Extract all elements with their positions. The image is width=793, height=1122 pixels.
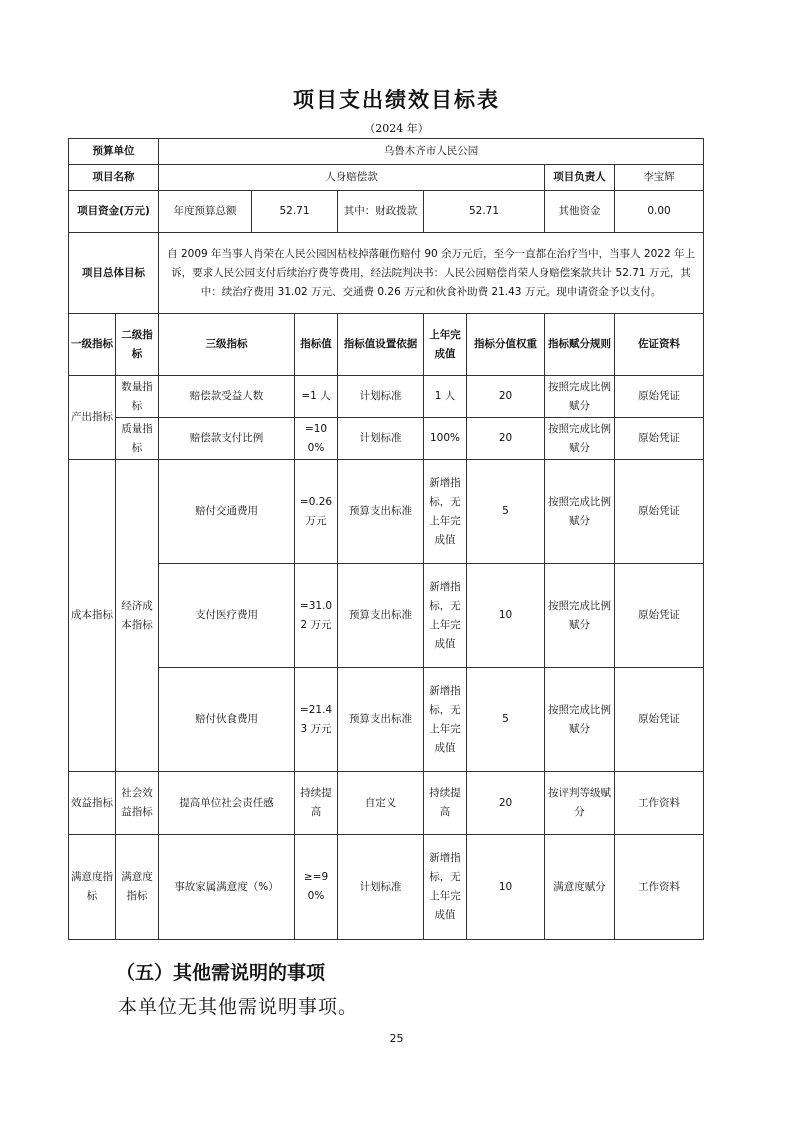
- page-number: 25: [389, 1032, 404, 1045]
- indicator-weight: 20: [467, 418, 545, 460]
- group-satisfaction-sub: 满意度指标: [116, 835, 159, 940]
- indicator-name: 赔付伙食费用: [159, 668, 295, 772]
- indicator-name: 支付医疗费用: [159, 564, 295, 668]
- group-benefit: 效益指标: [69, 772, 116, 835]
- indicator-rule: 按照完成比例赋分: [545, 564, 615, 668]
- page-title: 项目支出绩效目标表: [293, 87, 500, 112]
- indicator-basis: 计划标准: [338, 376, 424, 418]
- table-row: [69, 418, 704, 460]
- unit-value: 乌鲁木齐市人民公园: [159, 139, 704, 165]
- table-row: [69, 772, 704, 835]
- goal-label: 项目总体目标: [69, 233, 159, 314]
- unit-label: 预算单位: [69, 139, 159, 165]
- indicator-last-year: 持续提高: [424, 772, 467, 835]
- indicator-last-year: 新增指标，无上年完成值: [424, 564, 467, 668]
- group-satisfaction: 满意度指标: [69, 835, 116, 940]
- indicator-basis: 预算支出标准: [338, 460, 424, 564]
- indicator-last-year: 新增指标，无上年完成值: [424, 460, 467, 564]
- indicator-last-year: 新增指标，无上年完成值: [424, 668, 467, 772]
- project-label: 项目名称: [69, 165, 159, 191]
- project-row: [69, 165, 704, 191]
- header-level3: 三级指标: [159, 314, 295, 376]
- indicator-value: =1 人: [295, 376, 338, 418]
- indicator-value: 持续提高: [295, 772, 338, 835]
- fiscal-value: 52.71: [424, 191, 545, 233]
- header-last-year: 上年完成值: [424, 314, 467, 376]
- group-output: 产出指标: [69, 376, 116, 460]
- indicator-rule: 按照完成比例赋分: [545, 668, 615, 772]
- table-row: [69, 376, 704, 418]
- header-weight: 指标分值权重: [467, 314, 545, 376]
- indicator-basis: 预算支出标准: [338, 564, 424, 668]
- indicator-value: =21.43 万元: [295, 668, 338, 772]
- unit-row: [69, 139, 704, 165]
- indicator-weight: 5: [467, 460, 545, 564]
- header-level1: 一级指标: [69, 314, 116, 376]
- indicator-weight: 20: [467, 772, 545, 835]
- indicator-weight: 10: [467, 564, 545, 668]
- group-quality: 质量指标: [116, 418, 159, 460]
- project-value: 人身赔偿款: [159, 165, 545, 191]
- indicator-name: 提高单位社会责任感: [159, 772, 295, 835]
- indicator-evidence: 原始凭证: [615, 668, 704, 772]
- indicator-evidence: 原始凭证: [615, 460, 704, 564]
- indicator-last-year: 1 人: [424, 376, 467, 418]
- group-cost: 成本指标: [69, 460, 116, 772]
- header-value: 指标值: [295, 314, 338, 376]
- other-fund-label: 其他资金: [545, 191, 615, 233]
- indicator-evidence: 原始凭证: [615, 564, 704, 668]
- indicator-rule: 按照完成比例赋分: [545, 418, 615, 460]
- goal-text: 自 2009 年当事人肖荣在人民公园因枯枝掉落砸伤赔付 90 余万元后，至今一直都在治疗当中，当事人 2022 年上诉，要求人民公园支付后续治疗费等费用，经法院判决书：人民公园赔偿肖荣人身赔偿案款共计 52.71 万元，其中：续治疗费用 31.02 万元、交通费 0.26 万元和伙食补助费 21.43 万元。现申请资金予以支付。: [159, 233, 704, 314]
- indicator-basis: 计划标准: [338, 418, 424, 460]
- performance-table: [68, 138, 704, 940]
- indicator-value: =100%: [295, 418, 338, 460]
- group-quantity: 数量指标: [116, 376, 159, 418]
- indicator-last-year: 100%: [424, 418, 467, 460]
- indicator-evidence: 工作资料: [615, 772, 704, 835]
- indicator-weight: 10: [467, 835, 545, 940]
- indicator-weight: 5: [467, 668, 545, 772]
- indicator-weight: 20: [467, 376, 545, 418]
- table-row: [69, 460, 704, 564]
- table-row: [69, 668, 704, 772]
- group-social-benefit: 社会效益指标: [116, 772, 159, 835]
- indicator-name: 赔付交通费用: [159, 460, 295, 564]
- indicator-rule: 满意度赋分: [545, 835, 615, 940]
- indicator-evidence: 工作资料: [615, 835, 704, 940]
- leader-label: 项目负责人: [545, 165, 615, 191]
- indicator-value: =31.02 万元: [295, 564, 338, 668]
- group-economic-cost: 经济成本指标: [116, 460, 159, 772]
- header-evidence: 佐证资料: [615, 314, 704, 376]
- other-fund-value: 0.00: [615, 191, 704, 233]
- header-rule: 指标赋分规则: [545, 314, 615, 376]
- goal-row: [69, 233, 704, 314]
- indicator-name: 事故家属满意度（%）: [159, 835, 295, 940]
- indicator-value: ≥=90%: [295, 835, 338, 940]
- table-row: [69, 564, 704, 668]
- table-row: [69, 835, 704, 940]
- indicator-basis: 预算支出标准: [338, 668, 424, 772]
- fund-row: [69, 191, 704, 233]
- annual-budget-value: 52.71: [252, 191, 338, 233]
- header-row: [69, 314, 704, 376]
- fund-label: 项目资金(万元): [69, 191, 159, 233]
- header-basis: 指标值设置依据: [338, 314, 424, 376]
- annual-budget-label: 年度预算总额: [159, 191, 252, 233]
- indicator-name: 赔偿款受益人数: [159, 376, 295, 418]
- year-label: （2024 年）: [364, 122, 429, 135]
- section-heading: （五）其他需说明的事项: [116, 962, 326, 984]
- indicator-last-year: 新增指标，无上年完成值: [424, 835, 467, 940]
- indicator-rule: 按照完成比例赋分: [545, 376, 615, 418]
- indicator-basis: 自定义: [338, 772, 424, 835]
- header-level2: 二级指标: [116, 314, 159, 376]
- indicator-rule: 按照完成比例赋分: [545, 460, 615, 564]
- fiscal-label: 其中：财政拨款: [338, 191, 424, 233]
- leader-value: 李宝辉: [615, 165, 704, 191]
- indicator-evidence: 原始凭证: [615, 418, 704, 460]
- indicator-evidence: 原始凭证: [615, 376, 704, 418]
- indicator-name: 赔偿款支付比例: [159, 418, 295, 460]
- body-text: 本单位无其他需说明事项。: [118, 996, 359, 1018]
- indicator-value: =0.26 万元: [295, 460, 338, 564]
- indicator-rule: 按评判等级赋分: [545, 772, 615, 835]
- indicator-basis: 计划标准: [338, 835, 424, 940]
